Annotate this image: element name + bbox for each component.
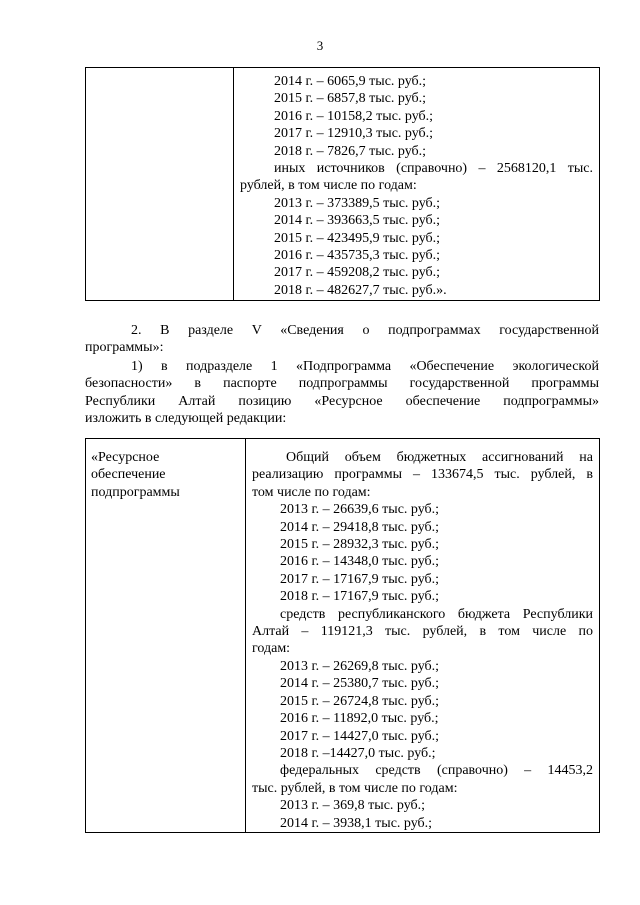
year-line: 2014 г. – 25380,7 тыс. руб.;: [280, 676, 440, 692]
year-line: 2017 г. – 17167,9 тыс. руб.;: [280, 571, 440, 587]
year-line: 2018 г. –14427,0 тыс. руб.;: [280, 745, 436, 761]
table1-label-cell: [86, 68, 234, 301]
year-line: 2016 г. – 10158,2 тыс. руб.;: [274, 108, 434, 124]
paragraph-line: Республики Алтай позицию «Ресурсное обеспечение подпрограммы»: [85, 393, 599, 409]
table1-value-cell: [234, 68, 600, 301]
federal-funds-line: федеральных средств (справочно) – 14453,2: [280, 763, 593, 779]
year-line: 2015 г. – 28932,3 тыс. руб.;: [280, 537, 440, 553]
year-line: 2016 г. – 11892,0 тыс. руб.;: [280, 711, 439, 727]
total-line: реализацию программы – 133674,5 тыс. рублей, в: [252, 467, 593, 483]
republic-budget-line: Алтай – 119121,3 тыс. рублей, в том числе по: [252, 624, 593, 640]
amendment-paragraph-1: [85, 322, 599, 357]
federal-funds-line: тыс. рублей, в том числе по годам:: [252, 780, 458, 796]
other-sources-line: рублей, в том числе по годам:: [240, 178, 417, 194]
year-line: 2014 г. – 393663,5 тыс. руб.;: [274, 213, 441, 229]
label-line: «Ресурсное: [91, 450, 160, 465]
year-line: 2015 г. – 423495,9 тыс. руб.;: [274, 230, 441, 246]
resource-provision-table: [85, 438, 600, 833]
republic-budget-line: средств республиканского бюджета Республики: [280, 606, 593, 622]
year-line: 2017 г. – 12910,3 тыс. руб.;: [274, 126, 434, 142]
year-line: 2018 г. – 482627,7 тыс. руб.».: [274, 282, 447, 298]
other-sources-line: иных источников (справочно) – 2568120,1 тыс.: [274, 161, 593, 177]
year-line: 2018 г. – 7826,7 тыс. руб.;: [274, 143, 427, 159]
funding-table-continued: [85, 67, 600, 301]
paragraph-line: 1) в подразделе 1 «Подпрограмма «Обеспечение экологической: [131, 359, 599, 374]
year-line: 2017 г. – 459208,2 тыс. руб.;: [274, 265, 441, 281]
year-line: 2013 г. – 26269,8 тыс. руб.;: [280, 658, 440, 674]
paragraph-line: программы»:: [85, 340, 164, 356]
year-line: 2014 г. – 29418,8 тыс. руб.;: [280, 519, 440, 535]
paragraph-line: 2. В разделе V «Сведения о подпрограммах государственной: [131, 323, 599, 338]
amendment-paragraph-2: [85, 358, 599, 428]
paragraph-line: безопасности» в паспорте подпрограммы государственной программы: [85, 376, 599, 392]
total-line: том числе по годам:: [252, 484, 371, 500]
year-line: 2015 г. – 6857,8 тыс. руб.;: [274, 91, 427, 107]
label-line: обеспечение: [91, 467, 166, 483]
year-line: 2018 г. – 17167,9 тыс. руб.;: [280, 589, 440, 605]
year-line: 2017 г. – 14427,0 тыс. руб.;: [280, 728, 440, 744]
year-line: 2014 г. – 6065,9 тыс. руб.;: [274, 74, 427, 89]
total-line: Общий объем бюджетных ассигнований на: [286, 450, 593, 465]
republic-budget-line: годам:: [252, 641, 291, 657]
page-number: 3: [316, 38, 324, 53]
year-line: 2015 г. – 26724,8 тыс. руб.;: [280, 693, 440, 709]
paragraph-line: изложить в следующей редакции:: [85, 411, 287, 427]
year-line: 2014 г. – 3938,1 тыс. руб.;: [280, 815, 433, 831]
year-line: 2013 г. – 26639,6 тыс. руб.;: [280, 502, 440, 518]
year-line: 2013 г. – 369,8 тыс. руб.;: [280, 798, 426, 814]
table2-value-cell: [246, 439, 600, 833]
year-line: 2016 г. – 14348,0 тыс. руб.;: [280, 554, 440, 570]
table2-label-cell: [86, 439, 246, 833]
year-line: 2013 г. – 373389,5 тыс. руб.;: [274, 195, 441, 211]
label-line: подпрограммы: [91, 484, 180, 500]
year-line: 2016 г. – 435735,3 тыс. руб.;: [274, 248, 441, 264]
